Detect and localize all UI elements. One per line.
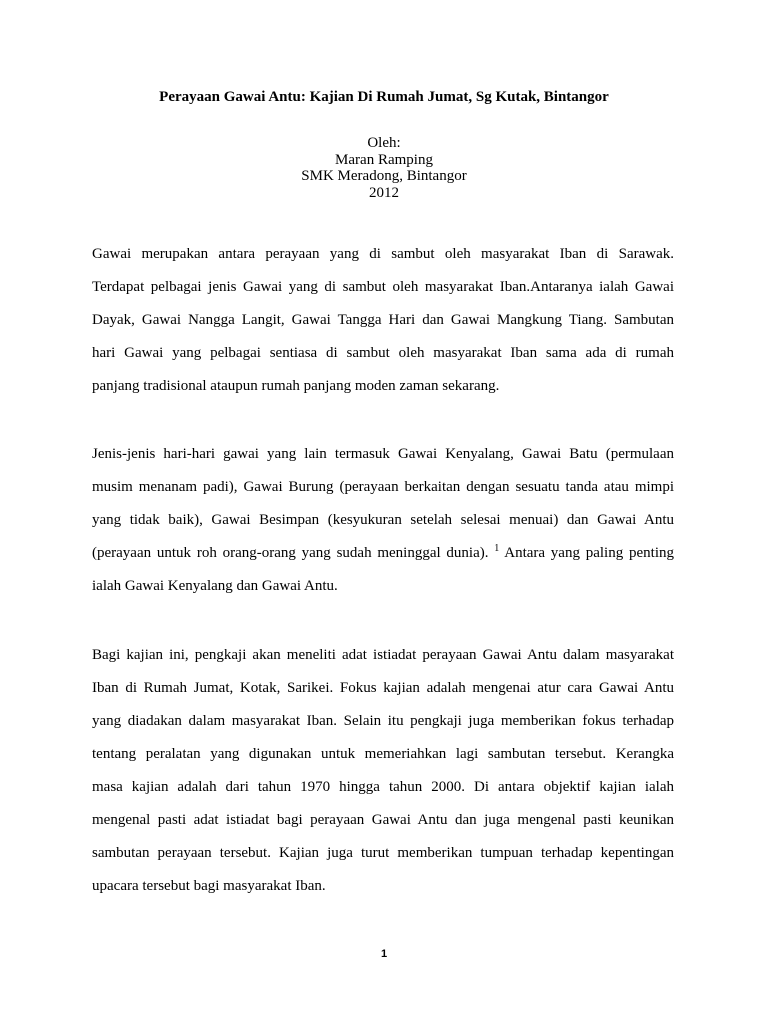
footnote-marker: 1 xyxy=(494,543,500,554)
paragraph-line: Gawai merupakan antara perayaan yang di sambut oleh masyarakat Iban di Sarawak. xyxy=(92,246,674,262)
paragraph-line: Dayak, Gawai Nangga Langit, Gawai Tangga Hari dan Gawai Mangkung Tiang. Sambutan xyxy=(92,312,674,328)
paragraph-line: ialah Gawai Kenyalang dan Gawai Antu. xyxy=(92,578,338,594)
paragraph-3 xyxy=(92,645,674,909)
paragraph-line: upacara tersebut bagi masyarakat Iban. xyxy=(92,878,326,894)
author-name: Maran Ramping xyxy=(335,151,433,168)
paragraph-line: musim menanam padi), Gawai Burung (perayaan berkaitan dengan sesuatu tanda atau mimpi xyxy=(92,479,674,495)
author-institution: SMK Meradong, Bintangor xyxy=(301,168,467,184)
paragraph-line: yang tidak baik), Gawai Besimpan (kesyukuran setelah selesai menuai) dan Gawai Antu xyxy=(92,512,674,528)
paragraph-line: Jenis-jenis hari-hari gawai yang lain termasuk Gawai Kenyalang, Gawai Batu (permulaan xyxy=(92,446,674,462)
paragraph-line: Terdapat pelbagai jenis Gawai yang di sambut oleh masyarakat Iban.Antaranya ialah Gawai xyxy=(92,279,674,295)
paragraph-line: mengenal pasti adat istiadat bagi perayaan Gawai Antu dan juga mengenal pasti keunikan xyxy=(92,812,674,828)
paragraph-line: hari Gawai yang pelbagai sentiasa di sambut oleh masyarakat Iban sama ada di rumah xyxy=(92,345,674,361)
byline xyxy=(0,135,768,201)
page-number: 1 xyxy=(380,948,388,960)
paragraph-line: yang diadakan dalam masyarakat Iban. Selain itu pengkaji juga memberikan fokus terhadap xyxy=(92,713,674,729)
paragraph-1 xyxy=(92,244,674,409)
document-title: Perayaan Gawai Antu: Kajian Di Rumah Jumat, Sg Kutak, Bintangor xyxy=(159,89,609,105)
paragraph-line: Iban di Rumah Jumat, Kotak, Sarikei. Fokus kajian adalah mengenai atur cara Gawai Antu xyxy=(92,680,674,696)
paragraph-line: tentang peralatan yang digunakan untuk memeriahkan lagi sambutan tersebut. Kerangka xyxy=(92,746,674,762)
paragraph-line: sambutan perayaan tersebut. Kajian juga turut memberikan tumpuan terhadap kepentingan xyxy=(92,845,674,861)
paragraph-line: masa kajian adalah dari tahun 1970 hingga tahun 2000. Di antara objektif kajian ialah xyxy=(92,779,674,795)
publication-year: 2012 xyxy=(369,184,399,201)
paragraph-text: Antara yang paling penting xyxy=(504,545,674,561)
paragraph-line: Bagi kajian ini, pengkaji akan meneliti adat istiadat perayaan Gawai Antu dalam masyarakat xyxy=(92,647,674,663)
paragraph-line: panjang tradisional ataupun rumah panjang moden zaman sekarang. xyxy=(92,378,500,394)
byline-label: Oleh: xyxy=(367,135,401,151)
paragraph-line-with-footnote xyxy=(92,543,674,576)
paragraph-text: (perayaan untuk roh orang-orang yang sudah meninggal dunia). xyxy=(92,545,489,561)
paragraph-2 xyxy=(92,444,674,609)
